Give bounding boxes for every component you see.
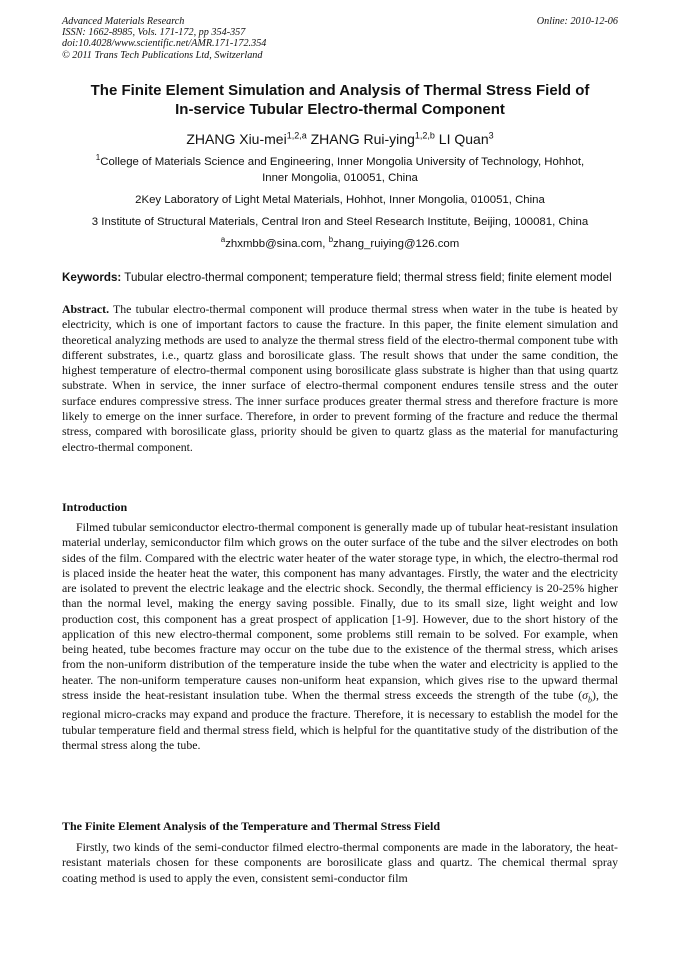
author-list <box>62 130 618 148</box>
sigma-subscript: b <box>588 695 592 705</box>
author-name: LI Quan <box>438 131 489 147</box>
email-superscript: a <box>220 235 226 245</box>
email-line <box>58 237 622 253</box>
introduction-paragraph <box>62 520 618 753</box>
doi-line: doi:10.4028/www.scientific.net/AMR.171-172.354 <box>62 38 267 50</box>
intro-text-before: Filmed tubular semiconductor electro-thermal component is generally made up of tubular heat-resistant insulation material underlay, semiconductor film which grows on the outer surface of the tube and the silver electrodes on both sides of the film. Compared with the electric water heater of the water storage type, in which, the electro-thermal rod is placed inside the heater heat the water, this component has many advantages. Firstly, the water and the electricity are isolated to prevent the electric leakage and the electric shock. Secondly, the thermal efficiency is 20-25% higher than the normal level, making the energy saving possible. Finally, due to its small size, light weight and low production cost, this component has a great prospect of application [1-9]. However, due to the short history of the application of this new electro-thermal component, some problems still remain to be solved. For example, when being heated, tube becomes fracture may occur on the tube due to the existence of the thermal stress, which arises from the non-uniform distribution of the temperature inside the tube when the water and electricity is applied to the heater. The non-uniform temperature causes non-uniform heat expansion, which gives rise to the upward thermal stress inside the heat-resistant insulation tube. When the thermal stress exceeds the strength of the tube ( <box>62 520 618 702</box>
affiliation-2: 2Key Laboratory of Light Metal Materials, Hohhot, Inner Mongolia, 010051, China <box>135 194 545 206</box>
paper-title <box>62 82 618 119</box>
title-line-2: In-service Tubular Electro-thermal Component <box>175 100 505 118</box>
affiliation-1-line-1: College of Materials Science and Engineering, Inner Mongolia University of Technology, Hohhot, <box>100 156 585 168</box>
email-a: zhxmbb@sina.com, <box>225 238 326 250</box>
author-superscript: 3 <box>488 130 494 141</box>
keywords-label: Keywords: <box>62 271 122 284</box>
abstract-text: The tubular electro-thermal component will produce thermal stress when water in the tube is heated by electricity, which is one of important factors to cause the fracture. In this paper, the finite element simulation and theoretical analyzing methods are used to analyze the thermal stress field of the electro-thermal component tube with different substrates, i.e., quartz glass and borosilicate glass. The result shows that under the same condition, the highest temperature of electro-thermal component using borosilicate glass substrate is higher than that using quartz substrate. When in service, the inner surface of electro-thermal component endures tensile stress and the outer surface endures compressive stress. The inner surface produces greater thermal stress and therefore fracture is more likely to emerge on the inner surface. Therefore, in order to prevent forming of the fracture and reduce the thermal stress, compared with borosilicate glass, priority should be given to quartz glass as the material for manufacturing electro-thermal component. <box>62 302 619 454</box>
journal-header <box>62 16 618 61</box>
copyright-line: © 2011 Trans Tech Publications Ltd, Switzerland <box>62 49 263 61</box>
sigma-symbol: σ <box>582 687 588 702</box>
affiliation-3: 3 Institute of Structural Materials, Central Iron and Steel Research Institute, Beijing, 100081, China <box>91 216 589 228</box>
author-superscript: 1,2,a <box>286 130 307 141</box>
abstract <box>62 302 618 455</box>
affiliation-superscript: 1 <box>95 153 101 163</box>
title-line-1: The Finite Element Simulation and Analysis of Thermal Stress Field of <box>90 82 590 99</box>
author-superscript: 1,2,b <box>414 130 435 141</box>
intro-text-after: ), the regional micro-cracks may expand and produce the fracture. Therefore, it is necessary to establish the model for the tubular temperature field and thermal stress field, which is helpful for the quantitative study of the distribution of the thermal stress along the tube. <box>62 687 619 752</box>
author-name: ZHANG Xiu-mei <box>186 131 287 147</box>
author-name: ZHANG Rui-ying <box>310 131 415 147</box>
keywords-text: Tubular electro-thermal component; temperature field; thermal stress field; finite element model <box>124 271 612 284</box>
keywords <box>62 270 618 285</box>
journal-name: Advanced Materials Research <box>62 16 185 27</box>
section-2-heading: The Finite Element Analysis of the Temperature and Thermal Stress Field <box>62 819 441 833</box>
abstract-label: Abstract. <box>62 302 110 316</box>
email-superscript: b <box>328 235 334 245</box>
issn-line: ISSN: 1662-8985, Vols. 171-172, pp 354-357 <box>62 27 246 39</box>
affiliation-1-line-2: Inner Mongolia, 010051, China <box>262 171 418 184</box>
introduction-heading: Introduction <box>62 500 128 514</box>
online-date: Online: 2010-12-06 <box>536 16 618 27</box>
email-b: zhang_ruiying@126.com <box>333 238 460 250</box>
affiliation-1 <box>58 155 622 186</box>
section-2-paragraph: Firstly, two kinds of the semi-conductor filmed electro-thermal components are made in the laboratory, the heat-resistant materials chosen for these components are borosilicate glass and quartz. The chemical thermal spray coating method is used to apply the even, consistent semi-conductor film <box>62 840 618 885</box>
